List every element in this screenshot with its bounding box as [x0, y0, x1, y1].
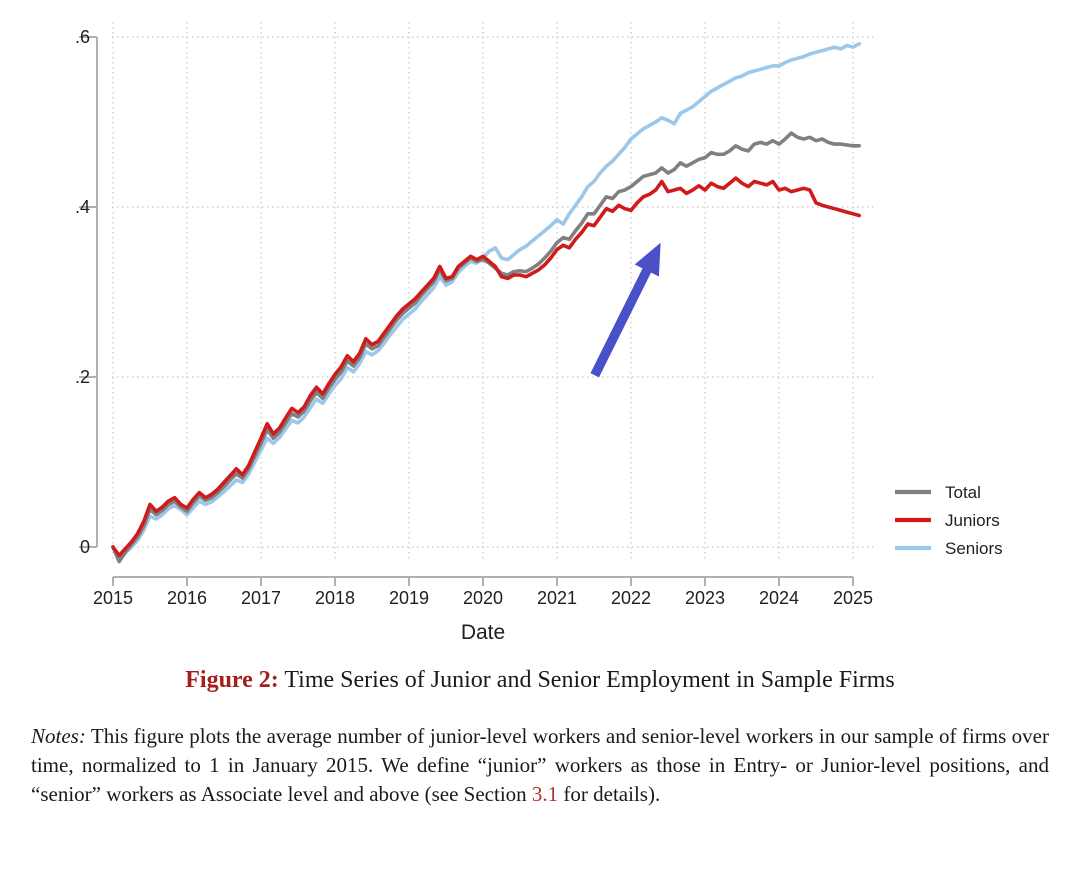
notes-text-segment: This figure plots the average number of junior-level workers and senior-level workers in our sample of firms over time, normalized to 1 in January 2015. We define “junior” workers as those in Entry- or Junior-level positions, and “senior” workers as Associate level and above (see Section	[31, 724, 1049, 806]
series-line-total	[113, 133, 859, 561]
x-tick-label: 2020	[462, 588, 504, 608]
x-tick-label: 2015	[92, 588, 134, 608]
figure-notes	[31, 722, 1049, 809]
legend-label-total: Total	[945, 483, 981, 502]
section-3-1-link[interactable]: 3.1	[531, 782, 559, 806]
y-tick-label: .6	[74, 27, 90, 47]
notes-text-segment: Notes:	[31, 724, 86, 748]
legend-label-juniors: Juniors	[945, 511, 1000, 530]
x-tick-label: 2022	[610, 588, 652, 608]
annotation-arrow-shaft	[595, 264, 651, 376]
x-tick-label: 2024	[758, 588, 800, 608]
x-tick-label: 2018	[314, 588, 356, 608]
x-tick-label: 2019	[388, 588, 430, 608]
notes-text-segment: for details).	[558, 782, 661, 806]
y-tick-label: .2	[74, 367, 90, 387]
figure-caption	[0, 664, 1080, 696]
x-tick-label: 2016	[166, 588, 208, 608]
legend-label-seniors: Seniors	[945, 539, 1003, 558]
x-tick-label: 2017	[240, 588, 282, 608]
series-line-juniors	[113, 178, 859, 555]
x-tick-label: 2025	[832, 588, 874, 608]
figure-caption-label: Figure 2:	[185, 667, 279, 693]
x-axis-title: Date	[460, 621, 506, 644]
y-tick-label: .4	[74, 197, 90, 217]
y-tick-label: 0	[79, 537, 90, 557]
figure-caption-title: Time Series of Junior and Senior Employment in Sample Firms	[278, 667, 895, 693]
x-tick-label: 2023	[684, 588, 726, 608]
x-tick-label: 2021	[536, 588, 578, 608]
